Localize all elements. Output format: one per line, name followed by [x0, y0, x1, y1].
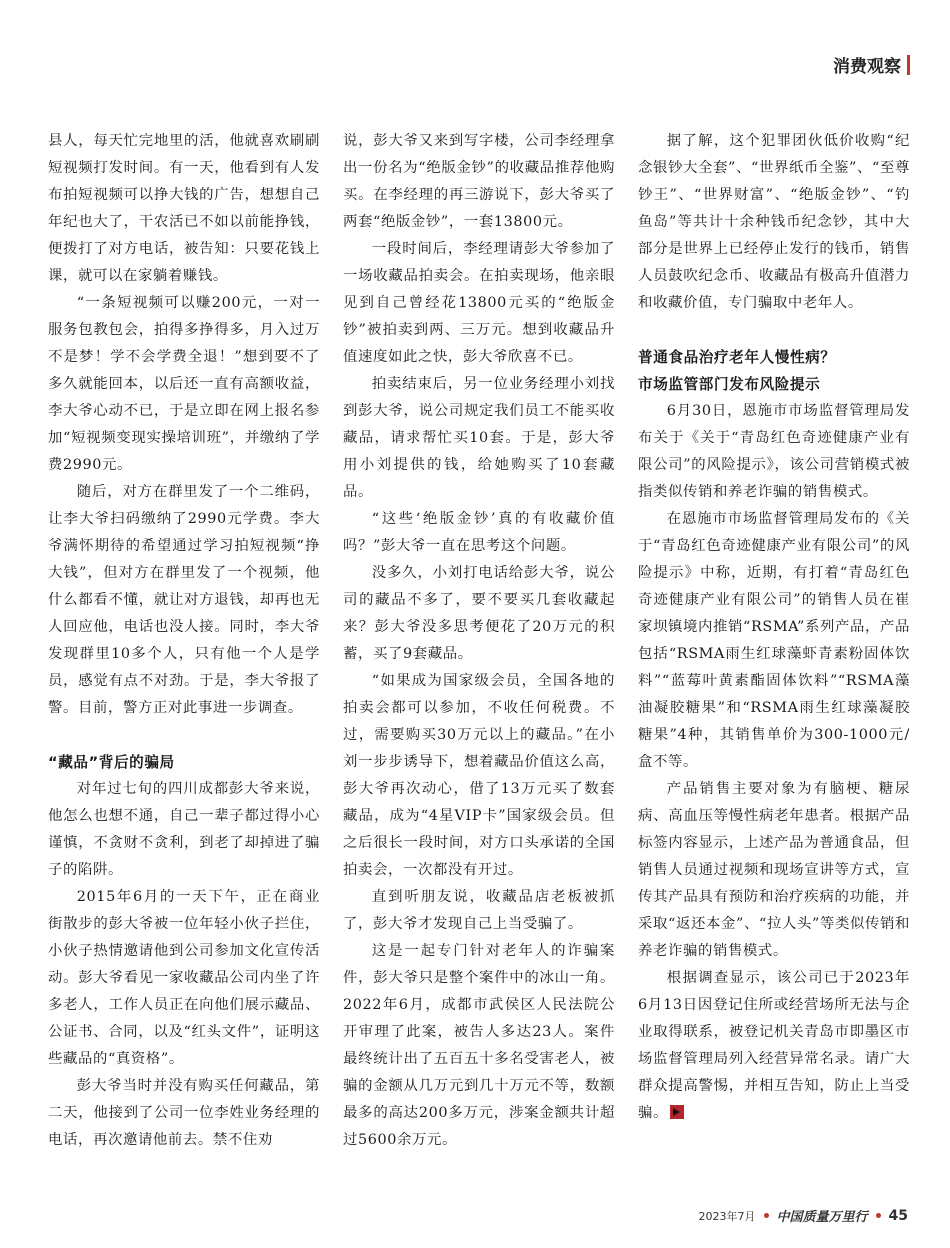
article-paragraph [638, 128, 910, 317]
paragraph-text: 产品销售主要对象为有脑梗、糖尿病、高血压等慢性病老年患者。根据产品标签内容显示，上述产品为普通食品，但销售人员通过视频和现场宣讲等方式，宣传其产品具有预防和治疗疾病的功能，并采取“返还本金”、“拉人头”等类似传销和养老诈骗的销售模式。 [638, 781, 910, 959]
article-paragraph [48, 479, 320, 722]
paragraph-text: 2015年6月的一天下午，正在商业街散步的彭大爷被一位年轻小伙子拦住，小伙子热情邀请他到公司参加文化宣传活动。彭大爷看见一家收藏品公司内坐了许多老人，工作人员正在向他们展示藏品、公证书、合同，以及“红头文件”，证明这些藏品的“真资格”。 [48, 889, 320, 1067]
paragraph-text: 据了解，这个犯罪团伙低价收购“纪念银钞大全套”、“世界纸币全鉴”、“至尊钞王”、“世界财富”、“绝版金钞”、“钓鱼岛”等共计十余种钱币纪念钞，其中大部分是世界上已经停止发行的钱币，销售人员鼓吹纪念币、收藏品有极高升值潜力和收藏价值，专门骗取中老年人。 [638, 133, 910, 311]
footer-dot-icon [764, 1213, 769, 1218]
article-paragraph [343, 128, 615, 236]
paragraph-text: “这些‘绝版金钞’真的有收藏价值吗？”彭大爷一直在思考这个问题。 [343, 511, 615, 554]
paragraph-text: 根据调查显示，该公司已于2023年6月13日因登记住所或经营场所无法与企业取得联系，被登记机关青岛市即墨区市场监督管理局列入经营异常名录。请广大群众提高警惕，并相互告知，防止上当受骗。 [638, 970, 910, 1121]
article-paragraph [638, 506, 910, 776]
section-header [833, 52, 910, 77]
article-paragraph [343, 236, 615, 371]
paragraph-text: “如果成为国家级会员，全国各地的拍卖会都可以参加，不收任何税费。不过，需要购买30万元以上的藏品。”在小刘一步步诱导下，想着藏品价值这么高，彭大爷再次动心，借了13万元买了数套藏品，成为“4星VIP卡”国家级会员。但之后很长一段时间，对方口头承诺的全国拍卖会，一次都没有开过。 [343, 673, 615, 878]
section-accent-bar [907, 55, 910, 75]
article-paragraph [343, 884, 615, 938]
paragraph-text: 拍卖结束后，另一位业务经理小刘找到彭大爷，说公司规定我们员工不能买收藏品，请求帮忙买10套。于是，彭大爷用小刘提供的钱，给她购买了10套藏品。 [343, 376, 615, 500]
article-paragraph [638, 398, 910, 506]
article-paragraph [48, 776, 320, 884]
section-spacer [638, 317, 910, 344]
issue-date: 2023年7月 [698, 1209, 756, 1223]
page-footer [699, 1206, 909, 1225]
article-paragraph [48, 1073, 320, 1154]
article-end-icon [670, 1105, 684, 1119]
paragraph-text: 这是一起专门针对老年人的诈骗案件，彭大爷只是整个案件中的冰山一角。2022年6月，成都市武侯区人民法院公开审理了此案，被告人多达23人。案件最终统计出了五百五十多名受害老人，被骗的金额从几万元到几十万元不等，数额最多的高达200多万元，涉案金额共计超过5600余万元。 [343, 943, 615, 1148]
article-paragraph [343, 938, 615, 1154]
page-number: 45 [888, 1207, 908, 1224]
section-heading: “藏品”背后的骗局 [48, 754, 175, 771]
text-column-2 [343, 128, 615, 1154]
text-column-3 [638, 128, 910, 1127]
paragraph-text: 彭大爷当时并没有购买任何藏品，第二天，他接到了公司一位李姓业务经理的电话，再次邀请他前去。禁不住劝 [48, 1078, 320, 1148]
footer-dot-icon [876, 1213, 881, 1218]
paragraph-text: 对年过七旬的四川成都彭大爷来说，他怎么也想不通，自己一辈子都过得小心谨慎，不贪财不贪利，到老了却掉进了骗子的陷阱。 [48, 781, 320, 878]
article-paragraph [48, 128, 320, 290]
article-paragraph [48, 290, 320, 479]
paragraph-text: 说，彭大爷又来到写字楼，公司李经理拿出一份名为“绝版金钞”的收藏品推荐他购买。在李经理的再三游说下，彭大爷买了两套“绝版金钞”，一套13800元。 [343, 133, 615, 230]
article-paragraph [343, 506, 615, 560]
paragraph-text: “一条短视频可以赚200元，一对一服务包教包会，拍得多挣得多，月入过万不是梦！学不会学费全退！”想到要不了多久就能回本，以后还一直有高额收益，李大爷心动不已，于是立即在网上报名参加“短视频变现实操培训班”，并缴纳了学费2990元。 [48, 295, 320, 473]
article-paragraph [48, 884, 320, 1073]
article-paragraph [343, 560, 615, 668]
section-title: 消费观察 [833, 57, 901, 77]
magazine-name: 中国质量万里行 [776, 1210, 868, 1225]
text-column-1 [48, 128, 320, 1154]
paragraph-text: 直到听朋友说，收藏品店老板被抓了，彭大爷才发现自己上当受骗了。 [343, 889, 615, 932]
paragraph-text: 县人，每天忙完地里的活，他就喜欢刷刷短视频打发时间。有一天，他看到有人发布拍短视频可以挣大钱的广告，想想自己年纪也大了，干农活已不如以前能挣钱，便拨打了对方电话，被告知：只要花钱上课，就可以在家躺着赚钱。 [48, 133, 320, 284]
article-paragraph [638, 776, 910, 965]
paragraph-text: 在恩施市市场监督管理局发布的《关于“青岛红色奇迹健康产业有限公司”的风险提示》中称，近期，有打着“青岛红色奇迹健康产业有限公司”的销售人员在崔家坝镇境内推销“RSMA”系列产品，产品包括“RSMA雨生红球藻虾青素粉固体饮料”“蓝莓叶黄素酯固体饮料”“RSMA藻油凝胶糖果”和“RSMA雨生红球藻凝胶糖果”4种，其销售单价为300-1000元/盒不等。 [638, 511, 910, 770]
paragraph-text: 6月30日，恩施市市场监督管理局发布关于《关于“青岛红色奇迹健康产业有限公司”的风险提示》，该公司营销模式被指类似传销和养老诈骗的销售模式。 [638, 403, 910, 500]
article-paragraph [638, 965, 910, 1127]
section-heading: 市场监管部门发布风险提示 [638, 376, 821, 393]
paragraph-text: 一段时间后，李经理请彭大爷参加了一场收藏品拍卖会。在拍卖现场，他亲眼见到自己曾经花13800元买的“绝版金钞”被拍卖到两、三万元。想到收藏品升值速度如此之快，彭大爷欣喜不已。 [343, 241, 615, 365]
paragraph-text: 没多久，小刘打电话给彭大爷，说公司的藏品不多了，要不要买几套收藏起来？彭大爷没多思考便花了20万元的积蓄，买了9套藏品。 [343, 565, 615, 662]
article-paragraph [343, 668, 615, 884]
article-paragraph [343, 371, 615, 506]
section-spacer [48, 722, 320, 749]
paragraph-text: 随后，对方在群里发了一个二维码，让李大爷扫码缴纳了2990元学费。李大爷满怀期待的希望通过学习拍短视频“挣大钱”，但对方在群里发了一个视频，他什么都看不懂，就让对方退钱，却再也无人回应他，电话也没人接。同时，李大爷发现群里10多个人，只有他一个人是学员，感觉有点不对劲。于是，李大爷报了警。目前，警方正对此事进一步调查。 [48, 484, 320, 716]
section-heading: 普通食品治疗老年人慢性病？ [638, 349, 836, 366]
